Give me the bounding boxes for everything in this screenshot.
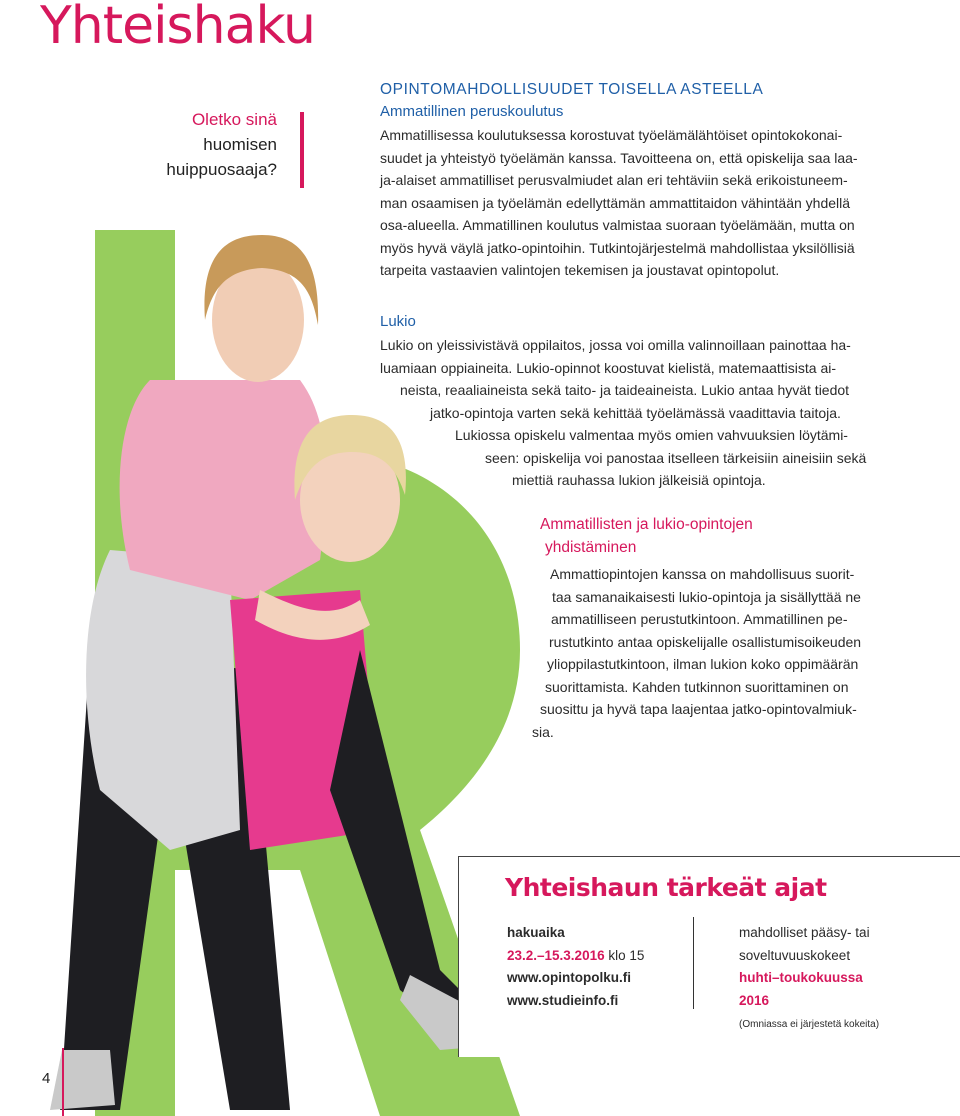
text-line: suudet ja yhteistyö työelämän kanssa. Tavoitteena on, että opiskelija saa laa-: [380, 149, 858, 166]
section-lukio: [380, 310, 900, 492]
lukio-text: [380, 334, 900, 492]
text-line: ammatilliseen perustutkintoon. Ammatillinen pe-: [551, 611, 848, 627]
text-line: ylioppilastutkintoon, ilman lukion koko oppimäärän: [547, 656, 859, 672]
text-line: seen: opiskelija voi panostaa itselleen tärkeisiin aineisiin sekä: [485, 449, 867, 466]
link-studieinfo[interactable]: www.studieinfo.fi: [507, 992, 619, 1008]
quote-line: Oletko sinä: [191, 110, 277, 129]
page-title: Yhteishaku: [40, 0, 315, 56]
subheading-lukio: Lukio: [380, 313, 416, 330]
text-line: Ammattiopintojen kanssa on mahdollisuus suorit-: [550, 566, 855, 582]
text-line: Lukiossa opiskelu valmentaa myös omien vahvuuksien löytämi-: [455, 427, 848, 443]
pull-quote: [77, 107, 277, 182]
quote-line: huippuosaaja?: [166, 160, 277, 179]
exams-when: huhti–toukokuussa: [739, 970, 863, 985]
text-line: rustutkinto antaa opiskelijalle osallistumisoikeuden: [549, 633, 862, 650]
application-dates: [507, 945, 644, 968]
time-value: klo 15: [608, 947, 645, 963]
text-line: taa samanaikaisesti lukio-opintoja ja sisällyttää ne: [552, 588, 861, 605]
page-number-bar: [62, 1048, 64, 1116]
text-line: sia.: [532, 723, 554, 740]
text-line: suorittamista. Kahden tutkinnon suorittaminen on: [545, 678, 849, 695]
entrance-exams: [739, 922, 879, 1032]
page-number: 4: [42, 1070, 51, 1087]
quote-line: huomisen: [203, 135, 277, 154]
subheading-vocational: Ammatillinen peruskoulutus: [380, 103, 564, 120]
exams-year: 2016: [739, 992, 770, 1008]
vocational-text: [380, 124, 900, 282]
subheading-combined-2: yhdistäminen: [545, 539, 637, 556]
application-period: [507, 922, 644, 1012]
label-hakuaika: hakuaika: [507, 925, 565, 940]
text-line: suosittu ja hyvä tapa laajentaa jatko-opintovalmiuk-: [540, 701, 857, 717]
section-vocational: [380, 80, 900, 282]
key-dates-box: [458, 856, 960, 1057]
section-heading: OPINTOMAHDOLLISUUDET TOISELLA ASTEELLA: [380, 81, 764, 98]
text-line: miettiä rauhassa lukion jälkeisiä opintoja.: [512, 472, 766, 488]
subheading-combined: Ammatillisten ja lukio-opintojen: [540, 516, 753, 533]
text-line: luamiaan oppiaineita. Lukio-opinnot koostuvat kielistä, matemaattisista ai-: [380, 359, 837, 376]
text-line: Ammatillisessa koulutuksessa korostuvat työelämälähtöiset opintokokonai-: [380, 127, 843, 143]
quote-divider: [300, 112, 304, 188]
combined-text: [532, 563, 900, 743]
text-line: osa-alueella. Ammatillinen koulutus valmistaa suoraan työelämään, mutta on: [380, 217, 855, 233]
text-line: Lukio on yleissivistävä oppilaitos, jossa voi omilla valinnoillaan painottaa ha-: [380, 337, 851, 353]
section-combined: [532, 513, 900, 743]
exams-line: soveltuvuuskokeet: [739, 947, 851, 963]
text-line: ja-alaiset ammatilliset perusvalmiudet alan eri tehtäviin sekä erikoistuneem-: [380, 172, 848, 188]
exams-line: mahdolliset pääsy- tai: [739, 925, 870, 940]
dates-value: 23.2.–15.3.2016: [507, 947, 605, 963]
text-line: myös hyvä väylä jatko-opintoihin. Tutkintojärjestelmä mahdollistaa yksilöllisiä: [380, 239, 855, 256]
box-title: Yhteishaun tärkeät ajat: [505, 873, 827, 902]
text-line: man osaamisen ja työelämän edellyttämän ammattitaidon vähintään yhdellä: [380, 194, 851, 211]
exams-note: (Omniassa ei järjestetä kokeita): [739, 1019, 880, 1030]
text-line: neista, reaaliaineista sekä taito- ja taideaineista. Lukio antaa hyvät tiedot: [400, 382, 850, 398]
text-line: tarpeita vastaavien valintojen tekemisen ja joustavat opintopolut.: [380, 262, 780, 278]
link-opintopolku[interactable]: www.opintopolku.fi: [507, 970, 631, 985]
box-divider: [693, 917, 694, 1009]
text-line: jatko-opintoja varten sekä kehittää työelämässä vaadittavia taitoja.: [430, 404, 841, 421]
figure-shoe-left: [50, 1050, 115, 1110]
